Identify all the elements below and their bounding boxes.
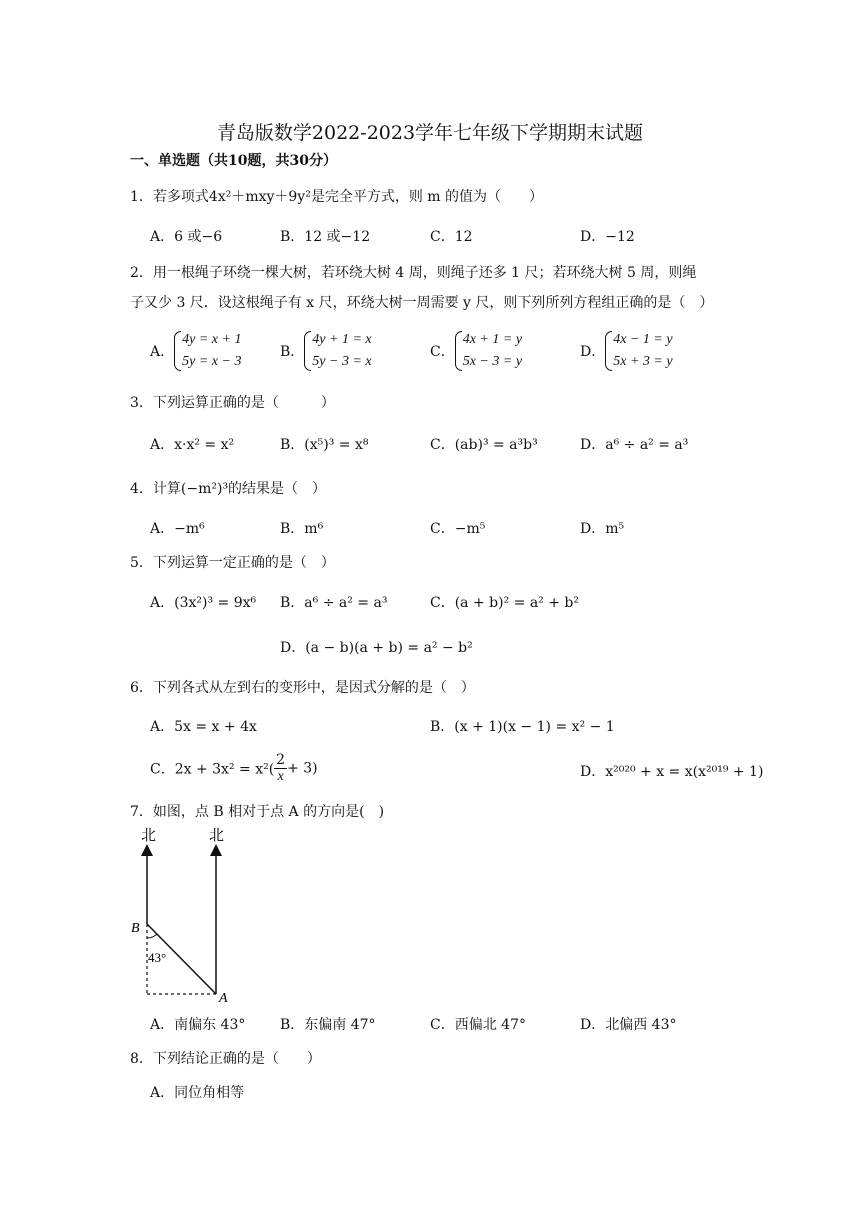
q1-option-d: D．−12 (580, 229, 635, 245)
q5-option-b: B．a⁶ ÷ a² = a³ (280, 595, 388, 611)
question-7-stem: 7．如图，点 B 相对于点 A 的方向是( ) (130, 804, 385, 820)
north-label-1: 北 (141, 826, 157, 844)
q7-option-c: C．西偏北 47° (430, 1017, 526, 1033)
question-8-stem: 8．下列结论正确的是（ ） (130, 1051, 321, 1067)
q7-option-a: A．南偏东 43° (150, 1017, 246, 1033)
q3-option-d: D．a⁶ ÷ a² = a³ (580, 437, 689, 453)
q3-option-c: C．(ab)³ = a³b³ (430, 437, 538, 453)
point-b-label: B (131, 921, 140, 936)
question-4-stem: 4．计算(−m²)³的结果是（ ） (130, 481, 327, 497)
angle-arc (147, 934, 157, 938)
question-5-stem: 5．下列运算一定正确的是（ ） (130, 555, 335, 571)
q6-option-d: D．x²⁰²⁰ + x = x(x²⁰¹⁹ + 1) (580, 764, 764, 780)
q2-option-a: A． 4y = x + 1 5y = x − 3 (150, 329, 241, 373)
q4-option-a: A．−m⁶ (150, 521, 205, 537)
q5-option-c: C．(a + b)² = a² + b² (430, 595, 579, 611)
q1-option-b: B．12 或−12 (280, 229, 371, 245)
page-title: 青岛版数学2022-2023学年七年级下学期期末试题 (216, 122, 644, 144)
question-6-stem: 6．下列各式从左到右的变形中，是因式分解的是（ ） (130, 680, 475, 696)
q5-option-d: D．(a − b)(a + b) = a² − b² (280, 640, 473, 656)
q6-option-c: C．2x + 3x² = x²( $\frac{2}{x}$ + 3) (150, 752, 318, 784)
q5-option-a: A．(3x²)³ = 9x⁶ (150, 595, 257, 611)
question-3-stem: 3．下列运算正确的是（ ） (130, 395, 335, 411)
question-2-stem-line1: 2．用一根绳子环绕一棵大树，若环绕大树 4 周，则绳子还多 1 尺；若环绕大树 5 周，则绳 (130, 265, 697, 281)
q6-option-a: A．5x = x + 4x (150, 719, 257, 735)
q3-option-b: B．(x⁵)³ = x⁸ (280, 437, 369, 453)
q1-option-a: A．6 或−6 (150, 229, 223, 245)
q2-option-d: D． 4x − 1 = y 5x + 3 = y (580, 329, 673, 373)
north-label-2: 北 (209, 826, 225, 844)
q2-option-c: C． 4x + 1 = y 5x − 3 = y (430, 329, 522, 373)
q4-option-c: C．−m⁵ (430, 521, 486, 537)
angle-label: 43° (148, 950, 167, 965)
q4-option-d: D．m⁵ (580, 521, 625, 537)
q7-option-b: B．东偏南 47° (280, 1017, 376, 1033)
question-2-stem-line2: 子又少 3 尺．设这根绳子有 x 尺，环绕大树一周需要 y 尺，则下列所列方程组正确的是（ ） (130, 295, 714, 311)
point-a-label: A (219, 991, 228, 1006)
q7-option-d: D．北偏西 43° (580, 1017, 677, 1033)
q3-option-a: A．x·x² = x² (150, 437, 235, 453)
q6-option-b: B．(x + 1)(x − 1) = x² − 1 (430, 719, 615, 735)
q2-option-b: B． 4y + 1 = x 5y − 3 = x (280, 329, 372, 373)
section-heading: 一、单选题（共10题，共30分） (130, 153, 337, 169)
q1-option-c: C．12 (430, 229, 473, 245)
q8-option-a: A．同位角相等 (150, 1085, 245, 1101)
q4-option-b: B．m⁶ (280, 521, 324, 537)
question-1-stem: 1．若多项式4x²＋mxy＋9y²是完全平方式，则 m 的值为（ ） (130, 189, 544, 205)
direction-figure (125, 822, 245, 1007)
